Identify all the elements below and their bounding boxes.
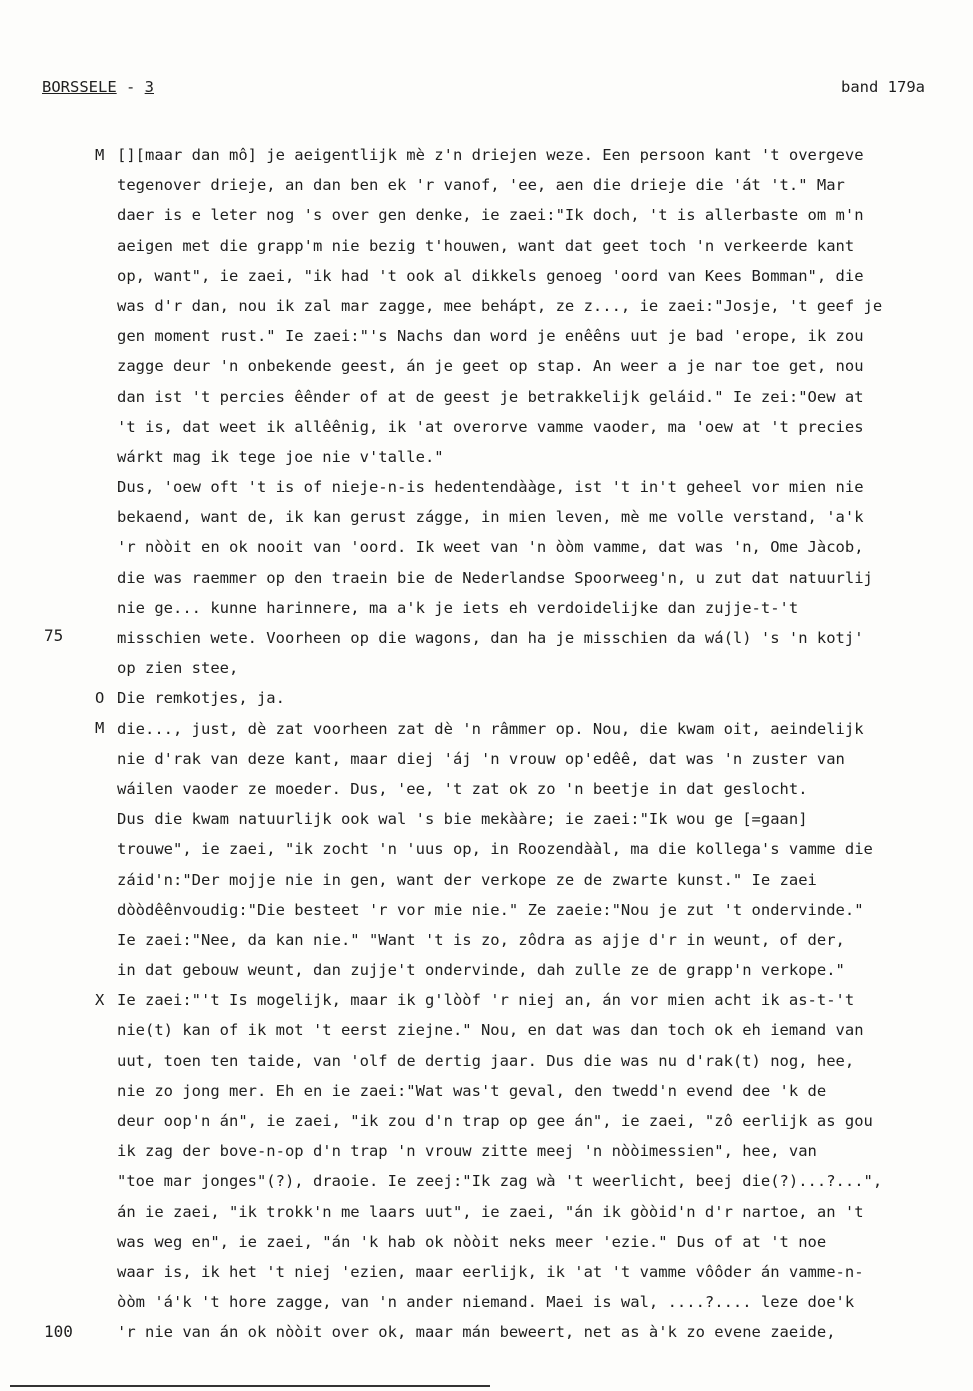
transcript-line: Ie zaei:"'t Is mogelijk, maar ik g'lòòf 'r niej an, án vor mien acht ik as-t-'t <box>117 991 855 1010</box>
transcript-line: Ie zaei:"Nee, da kan nie." "Want 't is zo, zôdra as ajje d'r in weunt, of der, <box>117 930 845 949</box>
header-page-number: 3 <box>144 78 154 96</box>
transcript-line: deur oop'n án", ie zaei, "ik zou d'n trap op gee án", ie zaei, "zô eerlijk as gou <box>117 1112 873 1130</box>
transcript-line: wáilen vaoder ze moeder. Dus, 'ee, 't zat ok zo 'n beetje in dat geslocht. <box>117 779 808 798</box>
transcript-line: nie(t) kan of ik mot 't eerst ziejne." Nou, en dat was dan toch ok eh iemand van <box>117 1021 864 1040</box>
transcript-line: wárkt mag ik tege joe nie v'talle." <box>117 447 444 466</box>
transcript-line: Die remkotjes, ja. <box>117 689 285 708</box>
transcript-line: op zien stee, <box>117 659 239 678</box>
transcript-line: 't is, dat weet ik allêênig, ik 'at overorve vamme vaoder, ma 'oew at 't precies <box>117 417 864 436</box>
speaker-marker: X <box>95 991 105 1009</box>
transcript-body <box>117 140 969 1348</box>
transcript-line: tegenover drieje, an dan ben ek 'r vanof, 'ee, aen die drieje die 'át 't." Mar <box>117 176 845 195</box>
transcript-line: 'r nòòit en ok nooit van 'oord. Ik weet van 'n òòm vamme, dat was 'n, Ome Jàcob, <box>117 538 864 557</box>
transcript-line: òòm 'á'k 't hore zagge, van 'n ander niemand. Maei is wal, ....?.... leze doe'k <box>117 1293 855 1312</box>
footer-rule <box>10 1385 490 1387</box>
transcript-line: was d'r dan, nou ik zal mar zagge, mee behápt, ze z..., ie zaei:"Josje, 't geef je <box>117 296 883 315</box>
transcript-line: nie ge... kunne harinnere, ma a'k je iets eh verdoidelijke dan zujje-t-'t <box>117 598 799 617</box>
transcript-line: Dus, 'oew oft 't is of nieje-n-is hedentendààge, ist 't in't geheel vor mien nie <box>117 478 864 497</box>
transcript-line: nie zo jong mer. Eh en ie zaei:"Wat was't geval, den twedd'n evend dee 'k de <box>117 1081 827 1100</box>
transcript-line: [][maar dan mô] je aeigentlijk mè z'n driejen weze. Een persoon kant 't overgeve <box>117 146 864 164</box>
transcript-line: ik zag der bove-n-op d'n trap 'n vrouw zitte meej 'n nòòimessien", hee, van <box>117 1142 817 1161</box>
transcript-line: aeigen met die grapp'm nie bezig t'houwen, want dat geet toch 'n verkeerde kant <box>117 236 855 255</box>
transcript-line: gen moment rust." Ie zaei:"'s Nachs dan word je enêêns uut je bad 'erope, ik zou <box>117 327 864 346</box>
header-separator: - <box>116 78 145 96</box>
transcript-line: dòòdêênvoudig:"Die besteet 'r vor mie nie." Ze zaeie:"Nou je zut 't ondervinde." <box>117 900 864 919</box>
header-tape-label: band 179a <box>841 78 925 96</box>
transcript-line: was weg en", ie zaei, "án 'k hab ok nòòit neks meer 'ezie." Dus of at 't noe <box>117 1232 827 1251</box>
transcript-line: Dus die kwam natuurlijk ook wal 's bie mekààre; ie zaei:"Ik wou ge [=gaan] <box>117 810 808 829</box>
transcript-line: zagge deur 'n onbekende geest, án je geet op stap. An weer a je nar toe get, nou <box>117 357 864 376</box>
page-header-left <box>42 78 154 96</box>
header-title: BORSSELE <box>42 78 117 96</box>
transcript-line: bekaend, want de, ik kan gerust zágge, in mien leven, mè me volle verstand, 'a'k <box>117 508 864 527</box>
transcript-line: 'r nie van án ok nòòit over ok, maar mán beweert, net as à'k zo evene zaeide, <box>117 1323 836 1342</box>
line-number: 75 <box>44 626 64 645</box>
transcript-line: die was raemmer op den traein bie de Nederlandse Spoorweeg'n, u zut dat natuurlij <box>117 568 873 587</box>
transcript-line: trouwe", ie zaei, "ik zocht 'n 'uus op, in Roozendààl, ma die kollega's vamme die <box>117 840 873 859</box>
speaker-marker: M <box>95 146 105 164</box>
transcript-line: nie d'rak van deze kant, maar diej 'áj 'n vrouw op'edêê, dat was 'n zuster van <box>117 749 845 768</box>
speaker-marker: M <box>95 719 105 737</box>
transcript-line: záid'n:"Der mojje nie in gen, want der verkope ze de zwarte kunst." Ie zaei <box>117 870 817 889</box>
transcript-line: dan ist 't percies êênder of at de geest je betrakkelijk geláid." Ie zei:"Oew at <box>117 387 864 406</box>
transcript-line: "toe mar jonges"(?), draoie. Ie zeej:"Ik zag wà 't weerlicht, beej die(?)...?...", <box>117 1172 883 1191</box>
transcript-line: misschien wete. Voorheen op die wagons, dan ha je misschien da wá(l) 's 'n kotj' <box>117 629 864 647</box>
line-number: 100 <box>44 1322 73 1341</box>
speaker-marker: O <box>95 689 105 707</box>
transcript-line: waar is, ik het 't niej 'ezien, maar eerlijk, ik 'at 't vamme vôôder án vamme-n- <box>117 1262 864 1281</box>
transcript-line: op, want", ie zaei, "ik had 't ook al dikkels genoeg 'oord van Kees Bomman", die <box>117 266 864 285</box>
transcript-line: in dat gebouw weunt, dan zujje't ondervinde, dah zulle ze de grapp'n verkope." <box>117 961 845 980</box>
transcript-line: án ie zaei, "ik trokk'n me laars uut", ie zaei, "án ik gòòid'n d'r nartoe, an 't <box>117 1202 864 1221</box>
transcript-line: die..., just, dè zat voorheen zat dè 'n râmmer op. Nou, die kwam oit, aeindelijk <box>117 719 864 738</box>
transcript-line: uut, toen ten taide, van 'olf de dertig jaar. Dus die was nu d'rak(t) nog, hee, <box>117 1051 855 1070</box>
transcript-line: daer is e leter nog 's over gen denke, ie zaei:"Ik doch, 't is allerbaste om m'n <box>117 206 864 225</box>
